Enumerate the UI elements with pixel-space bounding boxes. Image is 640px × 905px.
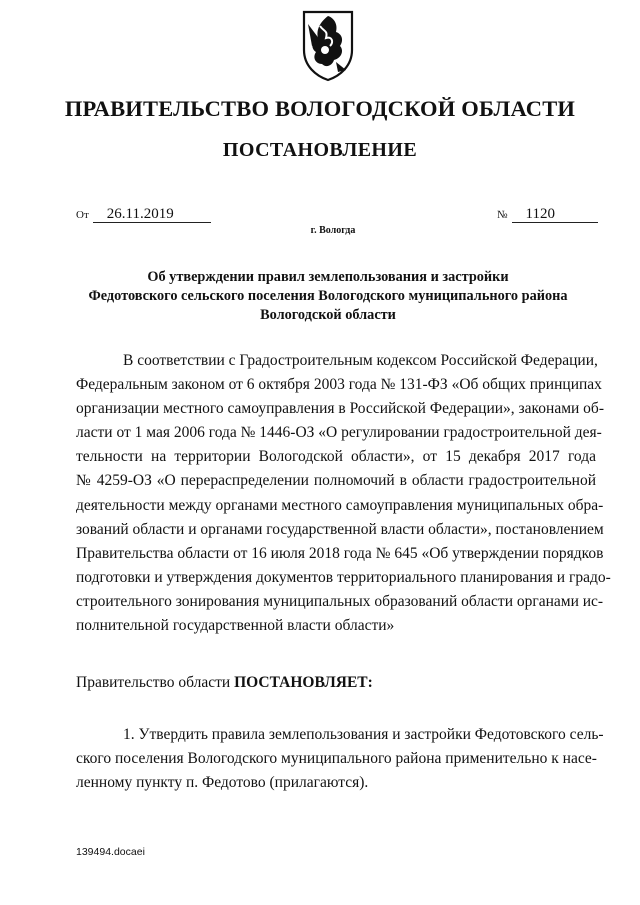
resolve-keyword: ПОСТАНОВЛЯЕТ:	[234, 674, 373, 691]
resolve-line	[76, 674, 373, 692]
preamble-line: организации местного самоуправления в Российской Федерации», законами об-	[76, 400, 604, 418]
preamble-line: зований области и органами государственной власти области», постановлением	[76, 520, 604, 538]
heading-line: Федотовского сельского поселения Вологодского муниципального района	[88, 288, 568, 304]
preamble-line: Правительства области от 16 июля 2018 года № 645 «Об утверждении порядков	[76, 544, 604, 562]
preamble-line: тельности на территории Вологодской области», от 15 декабря 2017 года	[76, 448, 596, 466]
resolution-heading	[60, 268, 596, 325]
preamble-line: деятельности между органами местного самоуправления муниципальных обра-	[76, 496, 604, 514]
preamble-line: строительного зонирования муниципальных образований области органами ис-	[76, 592, 604, 610]
preamble-line: ласти от 1 мая 2006 года № 1446-ОЗ «О регулировании градостроительной дея-	[76, 424, 602, 442]
preamble-line: подготовки и утверждения документов территориального планирования и градо-	[76, 568, 611, 586]
document-number: 1120	[512, 206, 598, 223]
item-line: ленному пункту п. Федотово (прилагаются).	[76, 774, 369, 792]
heading-line: Об утверждении правил землепользования и застройки	[147, 269, 509, 285]
city-name: г. Вологда	[310, 225, 356, 236]
preamble-paragraph	[76, 349, 611, 638]
resolution-item-1	[76, 723, 604, 795]
file-identifier: 139494.docaei	[76, 846, 145, 858]
heading-line: Вологодской области	[260, 307, 396, 323]
document-date: 26.11.2019	[93, 206, 211, 223]
preamble-line: Федеральным законом от 6 октября 2003 года № 131-ФЗ «Об общих принципах	[76, 376, 602, 394]
item-line: ского поселения Вологодского муниципального района применительно к насе-	[76, 750, 597, 768]
date-prefix: От	[76, 209, 89, 221]
preamble-line: В соответствии с Градостроительным кодексом Российской Федерации,	[123, 352, 598, 369]
document-date-row	[76, 206, 211, 223]
preamble-line: № 4259-ОЗ «О перераспределении полномочий в области градостроительной	[76, 472, 596, 490]
item-line: 1. Утвердить правила землепользования и застройки Федотовского сель-	[123, 726, 604, 743]
document-type-title: ПОСТАНОВЛЕНИЕ	[222, 139, 418, 161]
coat-of-arms-emblem	[298, 6, 358, 82]
number-prefix: №	[497, 209, 508, 221]
preamble-line: полнительной государственной власти области»	[76, 617, 395, 635]
government-title: ПРАВИТЕЛЬСТВО ВОЛОГОДСКОЙ ОБЛАСТИ	[64, 96, 576, 121]
resolve-prefix: Правительство области	[76, 674, 231, 691]
document-number-row	[497, 206, 598, 223]
